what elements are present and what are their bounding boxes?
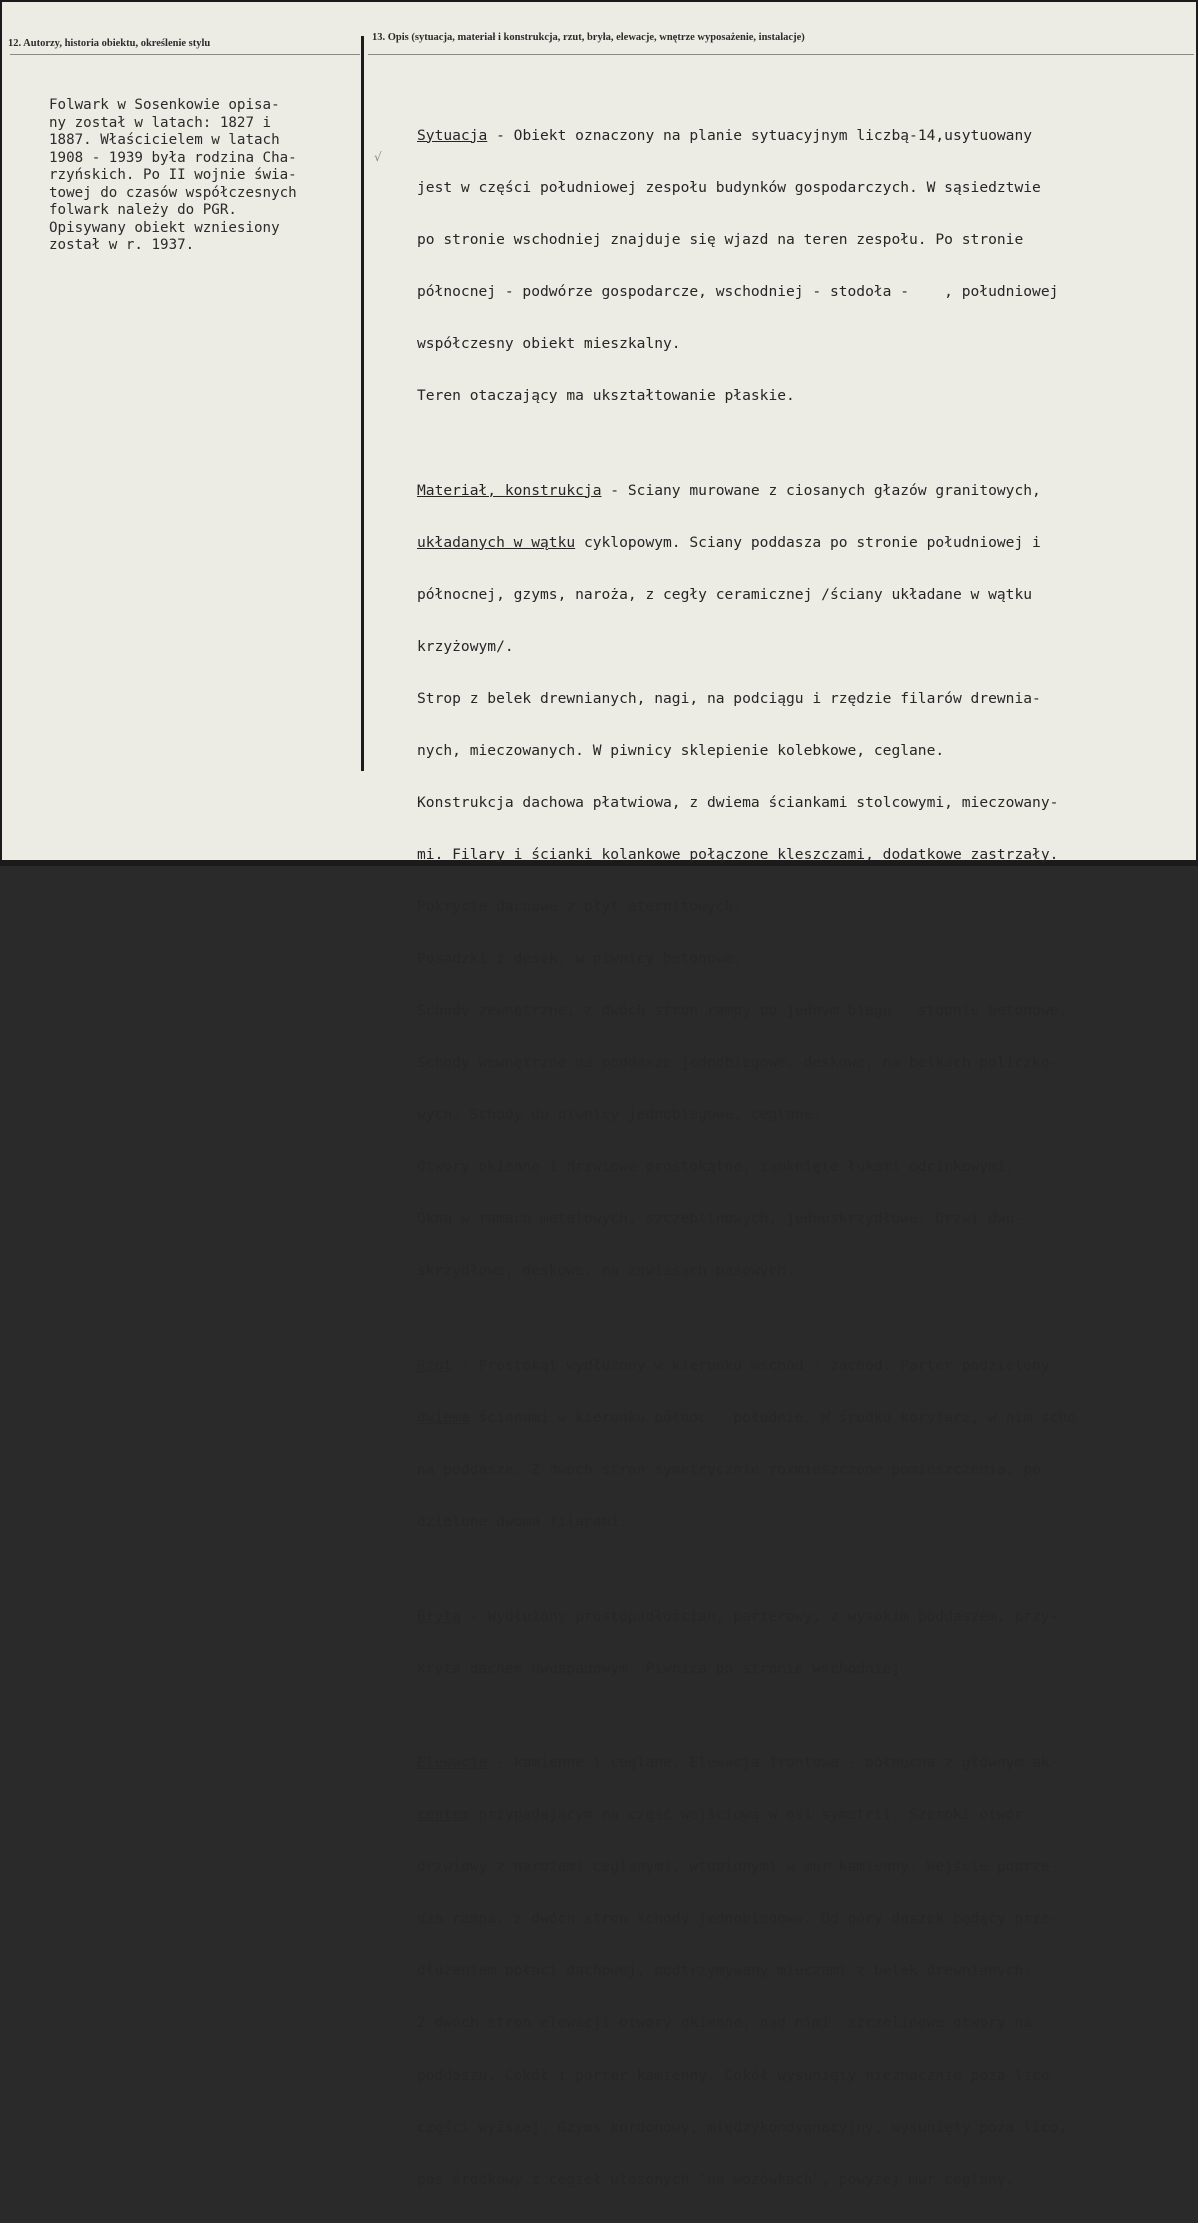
text-line: Pokrycie dachowe z płyt eternitowych. [417,897,743,915]
material-paragraph [417,447,1195,1314]
text-line: mi. Filary i ścianki kolankowe połączone kleszczami, dodatkowe zastrzały. [417,845,1059,863]
elewacje-second-rest: przypadającym na część wejściową w osi symetrii. Szeroki otwór [469,1806,1024,1824]
text-line: wych. Schody do piwnicy jednobiegowe, ceglane. [417,1105,822,1123]
text-line: poddaszu. Cokół i parter kamienny. Cokół wysunięty nieznacznie poza lico [417,2066,1050,2084]
header-rule-right [368,54,1194,55]
text-line: Strop z belek drewnianych, nagi, na podciągu i rzędzie filarów drewnia- [417,689,1041,707]
elewacje-heading: Elewacje [417,1754,488,1772]
elewacje-second-line [417,1806,1195,1823]
text-line: dłużeniem połaci dachowej, podtrzymywany mieczami z belek drewnianych. [417,1962,1033,1980]
sytuacja-line-rest: - Obiekt oznaczony na planie sytuacyjnym liczbą-14,usytuowany [487,126,1033,144]
material-line-rest: - Sciany murowane z ciosanych głazów granitowych, [601,481,1041,499]
rzut-paragraph [417,1322,1195,1565]
text-line: Otwory okienne i drzwiowe prostokątne, zamknięte łukami odcinkowymi. [417,1157,1015,1175]
text-line: kryta dachem dwuspadowym. Piwnica po stronie wschodniej. [417,1659,910,1677]
sytuacja-paragraph [417,92,1195,439]
text-line: północnej - podwórze gospodarcze, wschodniej - stodoła - , południowej [417,282,1059,300]
paragraph-gap [417,1565,1195,1573]
history-line: został w r. 1937. [49,237,195,253]
history-line: towej do czasów współczesnych [49,184,297,201]
pencil-tick-mark: √ [374,150,382,164]
rzut-underlined: dwiema [417,1408,470,1426]
history-line: Folwark w Sosenkowie opisa- [49,97,280,113]
text-line: części wyższej. Gzyms kordonowy, międzykondygnacyjny, wysunięty poza lico, [417,2118,1068,2136]
history-line: Opisywany obiekt wzniesiony [49,219,280,236]
elewacje-paragraph [417,1720,1195,2223]
text-line: północnej, gzyms, naroża, z cegły ceramicznej /ściany układane w wątku [417,585,1033,603]
description-text [417,92,1195,2223]
material-first-line [417,482,1195,499]
history-line: ny został w latach: 1827 i [49,114,272,131]
rzut-second-rest: ścianami w kierunku północ - południe. W środku korytarz, w nim scho [469,1408,1076,1426]
rzut-first-line [417,1357,1195,1374]
rzut-heading: Rzut [417,1356,453,1374]
text-line: Schody wewnętrzne na poddasze jednobiegowe, deskowe, na belkach policzko- [417,1053,1059,1071]
text-line: Posadzki z desek, w piwnicy betonowe. [417,949,743,967]
text-line: drzwiowy z narożami ceglanymi, wtopionymi w mur kamienny. Wejście poprze- [417,1858,1059,1876]
paragraph-gap [417,1314,1195,1322]
rzut-line-rest: - Prostokąt wydłużony w kierunku wschód - zachód. Parter podzielony [452,1356,1050,1374]
sytuacja-first-line [417,127,1195,144]
header-rule-left [10,54,360,55]
text-line: po stronie wschodniej znajduje się wjazd na teren zespołu. Po stronie [417,230,1024,248]
text-line: na poddasze. Z dwóch stron symetrycznie rozmieszczone pomieszczenia, po- [417,1460,1050,1478]
text-line: Schody zewnętrzne, z dwóch stron rampy po jednym biegu - stopnie betonowe. [417,1001,1068,1019]
material-underlined: układanych w wątku [417,533,576,551]
text-line: dzielone dwoma filarami. [417,1512,628,1530]
text-line: jest w części południowej zespołu budynków gospodarczych. W sąsiedztwie [417,178,1041,196]
elewacje-line-rest: - kamienne i ceglane. Elewacja frontowa - północna z głównym ak- [487,1754,1059,1772]
text-line: skrzydłowe, deskowe, na zawiasach pasowych. [417,1262,795,1280]
section-13-header: 13. Opis (sytuacja, materiał i konstrukcja, rzut, bryła, elewacje, wnętrze wyposażenie, instalacje) [372,32,805,43]
text-line: pas środkowy z cegieł ułożonych "na wozówkach", powyżej mur ceglany. [417,2170,1015,2188]
paragraph-gap [417,1712,1195,1720]
text-line: Teren otaczający ma ukształtowanie płaskie. [417,386,795,404]
text-line: Z dwóch stron elewacji otwory okienne, nad nimi szczelinowe otwory na [417,2014,1033,2032]
text-line: współczesny obiekt mieszkalny. [417,334,681,352]
text-line: nych, mieczowanych. W piwnicy sklepienie kolebkowe, ceglane. [417,741,945,759]
column-divider [361,36,364,771]
history-line: folwark należy do PGR. [49,202,237,218]
text-line: dza rampa, z dwóch stron schody jednobiegowe. Od góry daszek będący prze- [417,1910,1059,1928]
history-line: 1908 - 1939 była rodzina Cha- [49,149,297,166]
sytuacja-heading: Sytuacja [417,126,488,144]
elewacje-first-line [417,1754,1195,1771]
paragraph-gap [417,439,1195,447]
section-12-header: 12. Autorzy, historia obiektu, określenie stylu [8,38,211,49]
history-text [49,97,359,255]
bryla-first-line [417,1608,1195,1625]
material-heading: Materiał, konstrukcja [417,481,602,499]
elewacje-underlined: centem [417,1806,470,1824]
material-second-line [417,534,1195,551]
bryla-line-rest: - Wydłużony prostopadłościan, parterowy, z wysokim poddaszem, przy- [460,1607,1059,1625]
text-line: Okna w ramach metalowych, szczeblinowych, jednoskrzydłowe. Drzwi dwu- [417,1210,1024,1227]
bryla-paragraph [417,1573,1195,1712]
text-line: Konstrukcja dachowa płatwiowa, z dwiema ściankami stolcowymi, mieczowany- [417,793,1059,811]
text-line: krzyżowym/. [417,637,514,655]
rzut-second-line [417,1409,1195,1426]
material-second-rest: cyklopowym. Sciany poddasza po stronie południowej i [575,533,1041,551]
history-line: 1887. Właścicielem w latach [49,132,280,148]
bryla-heading: Bryła [417,1607,461,1625]
history-line: rzyńskich. Po II wojnie świa- [49,167,297,183]
